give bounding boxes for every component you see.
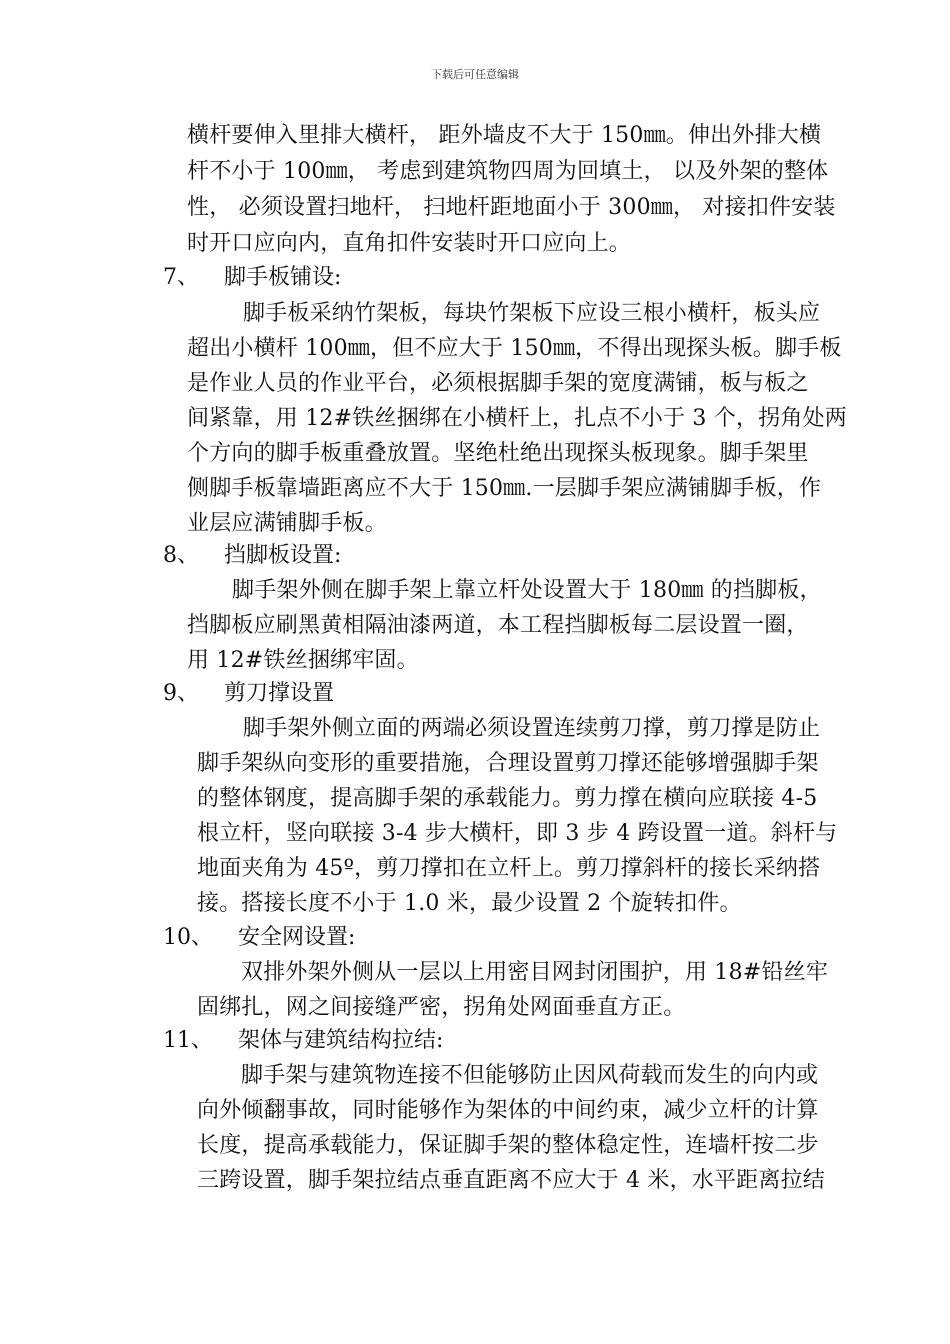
section-number: 8、 xyxy=(163,543,199,568)
text-line: 杆不小于 100㎜， 考虑到建筑物四周为回填土， 以及外架的整体 xyxy=(187,159,829,184)
section-heading-10 xyxy=(163,924,355,952)
text-line: 超出小横杆 100㎜，但不应大于 150㎜，不得出现探头板。脚手板 xyxy=(187,336,842,361)
text-line: 是作业人员的作业平台，必须根据脚手架的宽度满铺，板与板之 xyxy=(187,371,809,396)
text-line: 侧脚手板靠墙距离应不大于 150㎜.一层脚手架应满铺脚手板，作 xyxy=(187,476,822,501)
section-number: 7、 xyxy=(163,265,199,290)
text-line: 脚手架纵向变形的重要措施，合理设置剪刀撑还能够增强脚手架 xyxy=(197,751,819,776)
text-line: 脚手架外侧立面的两端必须设置连续剪刀撑，剪刀撑是防止 xyxy=(243,716,821,741)
text-line: 双排外架外侧从一层以上用密目网封闭围护，用 18#铅丝牢 xyxy=(241,960,829,985)
text-line: 业层应满铺脚手板。 xyxy=(187,511,387,536)
text-line: 的整体钢度，提高脚手架的承载能力。剪力撑在横向应联接 4-5 xyxy=(197,786,818,811)
text-line: 向外倾翻事故，同时能够作为架体的中间约束，减少立杆的计算 xyxy=(197,1098,819,1123)
section-number: 10、 xyxy=(163,925,213,950)
section-heading-8 xyxy=(163,542,341,570)
text-line: 三跨设置，脚手架拉结点垂直距离不应大于 4 米，水平距离拉结 xyxy=(197,1168,825,1193)
text-line: 个方向的脚手板重叠放置。坚绝杜绝出现探头板现象。脚手架里 xyxy=(187,441,809,466)
text-line: 挡脚板应刷黑黄相隔油漆两道，本工程挡脚板每二层设置一圈， xyxy=(187,613,809,638)
text-line: 用 12#铁丝捆绑牢固。 xyxy=(187,648,419,673)
section-heading-11 xyxy=(163,1027,443,1055)
text-line: 地面夹角为 45º，剪刀撑扣在立杆上。剪刀撑斜杆的接长采纳搭 xyxy=(197,856,821,881)
text-line: 长度，提高承载能力，保证脚手架的整体稳定性，连墙杆按二步 xyxy=(197,1133,819,1158)
section-title: 剪刀撑设置 xyxy=(224,681,335,706)
section-title: 挡脚板设置: xyxy=(224,543,342,568)
page-header: 下载后可任意编辑 xyxy=(431,68,519,81)
section-title: 安全网设置: xyxy=(238,925,356,950)
text-line: 性， 必须设置扫地杆， 扫地杆距地面小于 300㎜， 对接扣件安装 xyxy=(187,195,836,220)
text-line: 脚手架外侧在脚手架上靠立杆处设置大于 180㎜ 的挡脚板， xyxy=(232,578,822,603)
text-line: 脚手架与建筑物连接不但能够防止因风荷载而发生的向内或 xyxy=(241,1063,819,1088)
section-number: 9、 xyxy=(163,681,199,706)
text-line: 接。搭接长度不小于 1.0 米，最少设置 2 个旋转扣件。 xyxy=(197,891,742,916)
text-line: 根立杆，竖向联接 3-4 步大横杆，即 3 步 4 跨设置一道。斜杆与 xyxy=(197,821,838,846)
section-heading-9 xyxy=(163,680,334,708)
text-line: 时开口应向内，直角扣件安装时开口应向上。 xyxy=(187,231,632,256)
section-title: 架体与建筑结构拉结: xyxy=(238,1028,444,1053)
section-title: 脚手板铺设: xyxy=(224,265,342,290)
text-line: 脚手板采纳竹架板，每块竹架板下应设三根小横杆，板头应 xyxy=(243,301,821,326)
section-number: 11、 xyxy=(163,1028,213,1053)
section-heading-7 xyxy=(163,264,341,292)
text-line: 固绑扎，网之间接缝严密，拐角处网面垂直方正。 xyxy=(197,995,686,1020)
text-line: 横杆要伸入里排大横杆， 距外墙皮不大于 150㎜。伸出外排大横 xyxy=(187,123,822,148)
text-line: 间紧靠，用 12#铁丝捆绑在小横杆上，扎点不小于 3 个，拐角处两 xyxy=(187,406,848,431)
